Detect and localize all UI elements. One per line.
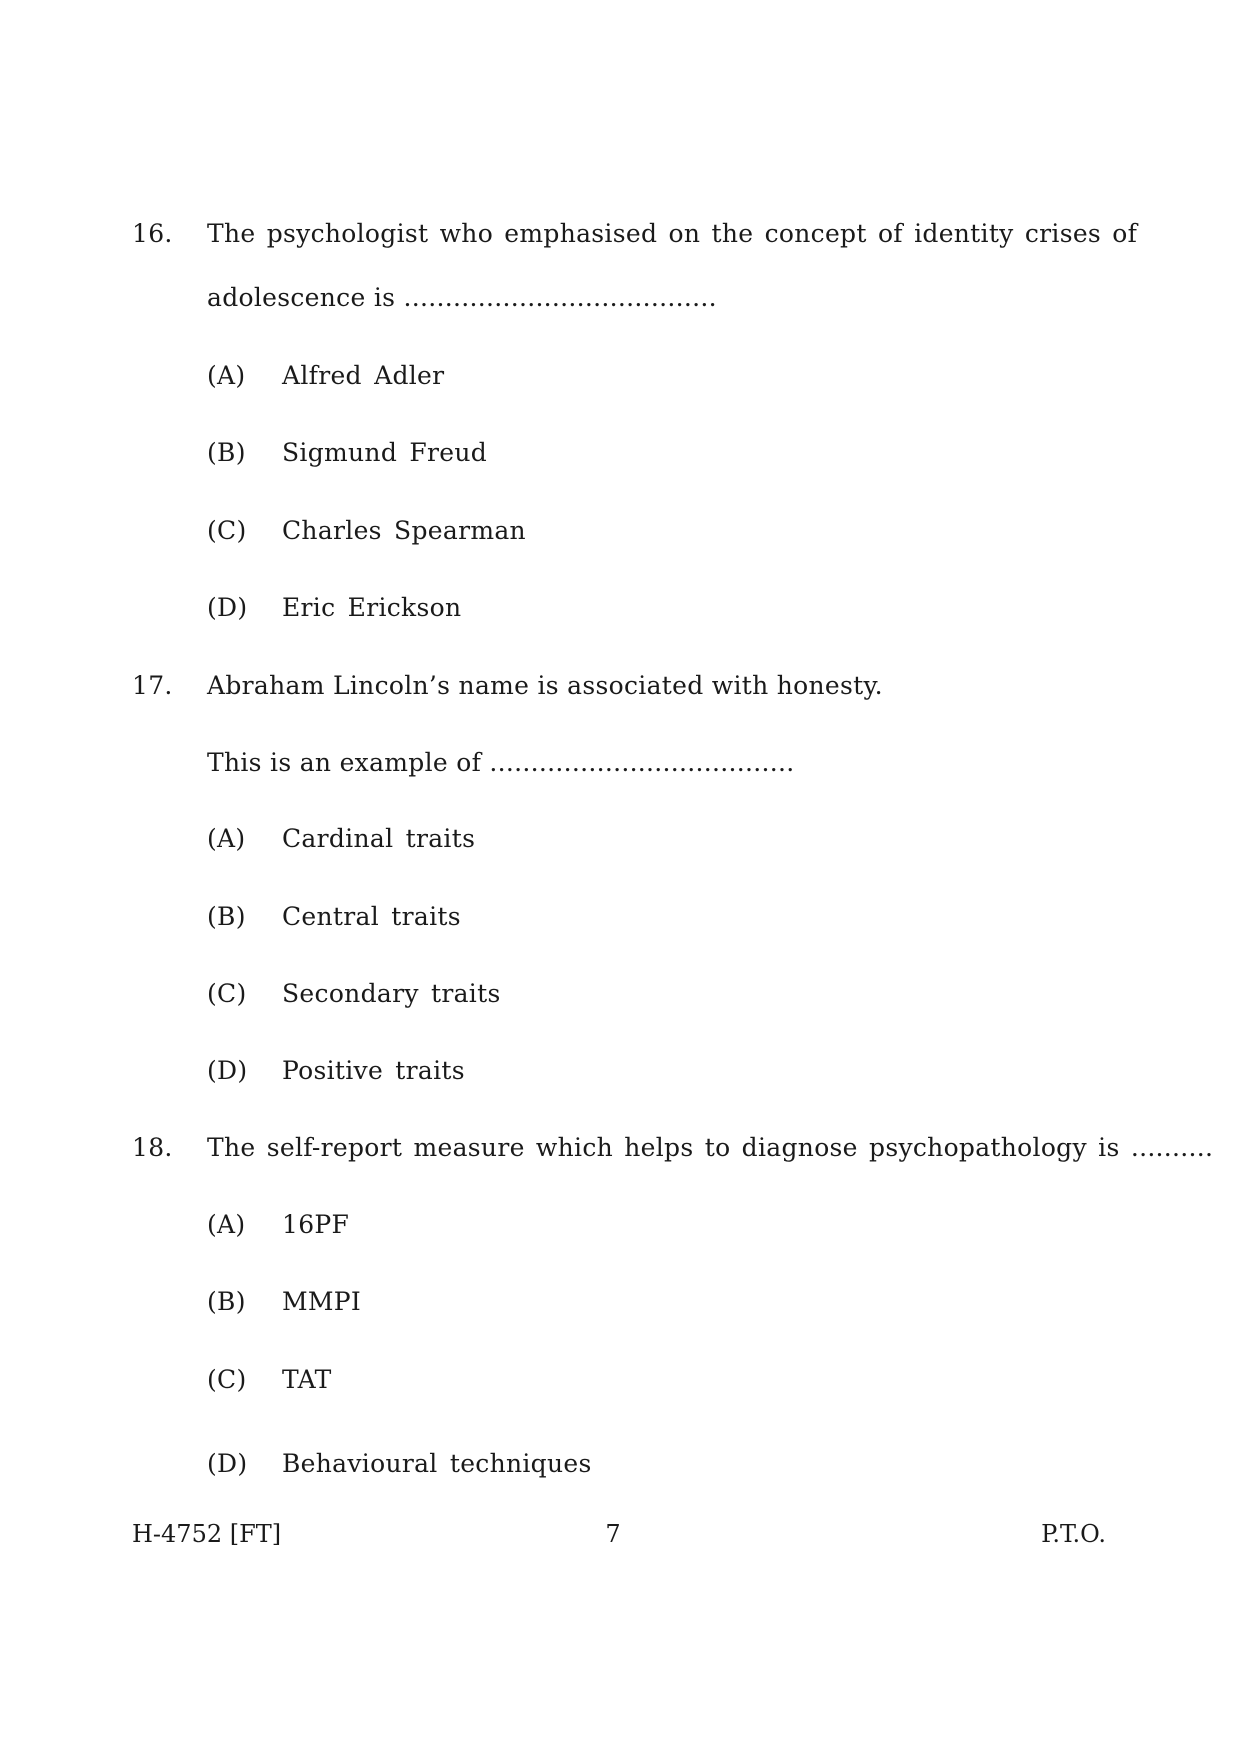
option-label: (A): [207, 361, 246, 390]
option-label: (B): [207, 1287, 246, 1316]
option-text: Behavioural techniques: [282, 1449, 592, 1478]
option-text: MMPI: [282, 1287, 362, 1316]
question-text: The self-report measure which helps to diagnose psychopathology is ..........: [207, 1133, 1214, 1162]
option-text: TAT: [282, 1365, 332, 1394]
question-number: 16.: [132, 219, 173, 248]
option-text: Charles Spearman: [282, 516, 526, 545]
option-label: (A): [207, 824, 246, 853]
option-text: Cardinal traits: [282, 824, 476, 853]
question-text-continued: This is an example of .....................................: [207, 748, 795, 777]
option-label: (D): [207, 1056, 248, 1085]
please-turn-over: P.T.O.: [1041, 1520, 1106, 1548]
option-text: Central traits: [282, 902, 461, 931]
option-label: (C): [207, 979, 247, 1008]
paper-code: H-4752 [FT]: [132, 1520, 282, 1548]
option-text: Positive traits: [282, 1056, 465, 1085]
option-label: (B): [207, 438, 246, 467]
option-label: (D): [207, 1449, 248, 1478]
question-number: 18.: [132, 1133, 173, 1162]
option-text: Eric Erickson: [282, 593, 462, 622]
question-text-continued: adolescence is ......................................: [207, 283, 717, 312]
option-label: (B): [207, 902, 246, 931]
question-text: The psychologist who emphasised on the concept of identity crises of: [207, 219, 1138, 248]
option-text: Alfred Adler: [282, 361, 445, 390]
option-label: (C): [207, 1365, 247, 1394]
question-text: Abraham Lincoln’s name is associated with honesty.: [207, 671, 883, 700]
option-label: (A): [207, 1210, 246, 1239]
option-text: Secondary traits: [282, 979, 501, 1008]
page-number: 7: [605, 1520, 621, 1548]
option-text: Sigmund Freud: [282, 438, 488, 467]
option-label: (C): [207, 516, 247, 545]
option-text: 16PF: [282, 1210, 350, 1239]
question-number: 17.: [132, 671, 173, 700]
option-label: (D): [207, 593, 248, 622]
